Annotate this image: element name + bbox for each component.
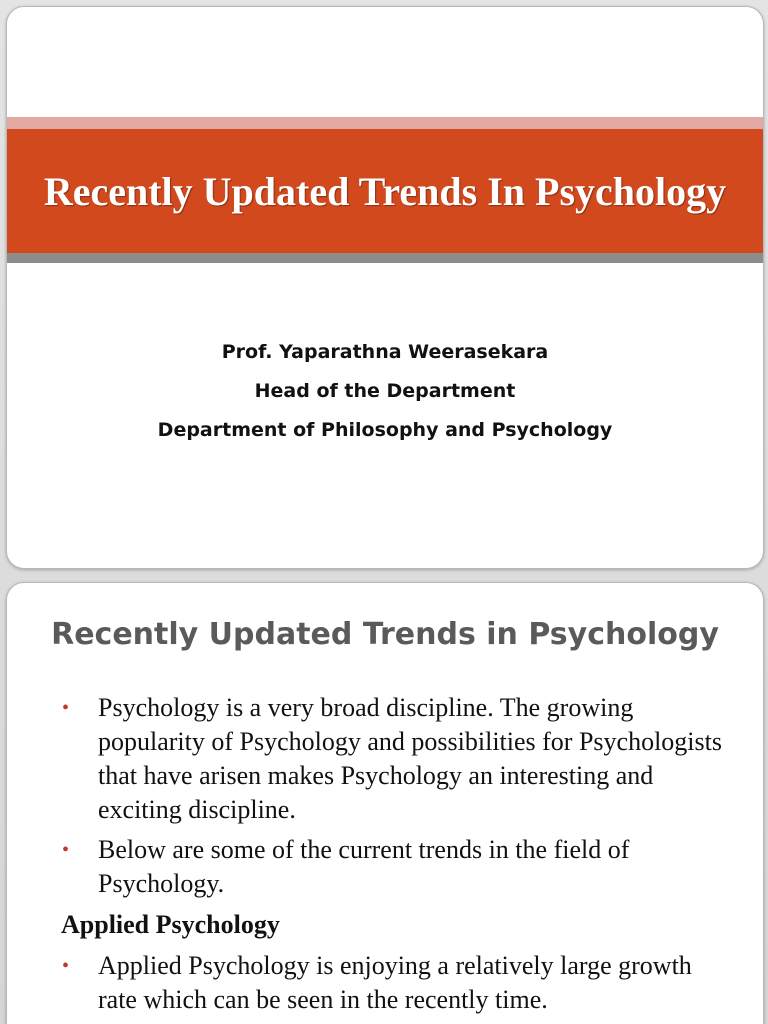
- bullet-icon: •: [62, 955, 70, 977]
- bullet-icon: •: [62, 697, 70, 719]
- title-band: [7, 129, 763, 253]
- bullet-text: Psychology is a very broad discipline. The growing popularity of Psychology and possibilities for Psychologists that have arisen makes Psychology an interesting and exciting discipline.: [98, 693, 722, 824]
- bullet-item: [7, 691, 763, 827]
- slide-1-title: Recently Updated Trends In Psychology: [43, 168, 727, 214]
- slide-2-content: [7, 691, 763, 1023]
- slide-2-title: Recently Updated Trends in Psychology: [51, 617, 719, 652]
- slide-2: [6, 582, 764, 1024]
- author-name: Prof. Yaparathna Weerasekara: [221, 341, 549, 363]
- author-block: [7, 333, 763, 450]
- title-band-top-stripe: [7, 117, 763, 129]
- subheading-applied-psychology: Applied Psychology: [61, 910, 280, 939]
- bullet-item: [7, 949, 763, 1017]
- title-band-bottom-stripe: [7, 253, 763, 263]
- bullet-text: Applied Psychology is enjoying a relatively large growth rate which can be seen in the recently time.: [98, 951, 692, 1014]
- bullet-item: [7, 833, 763, 901]
- author-position: Head of the Department: [254, 380, 516, 402]
- slide-1: [6, 6, 764, 569]
- bullet-icon: •: [62, 839, 70, 861]
- author-department: Department of Philosophy and Psychology: [157, 419, 613, 441]
- bullet-text: Below are some of the current trends in the field of Psychology.: [98, 835, 630, 898]
